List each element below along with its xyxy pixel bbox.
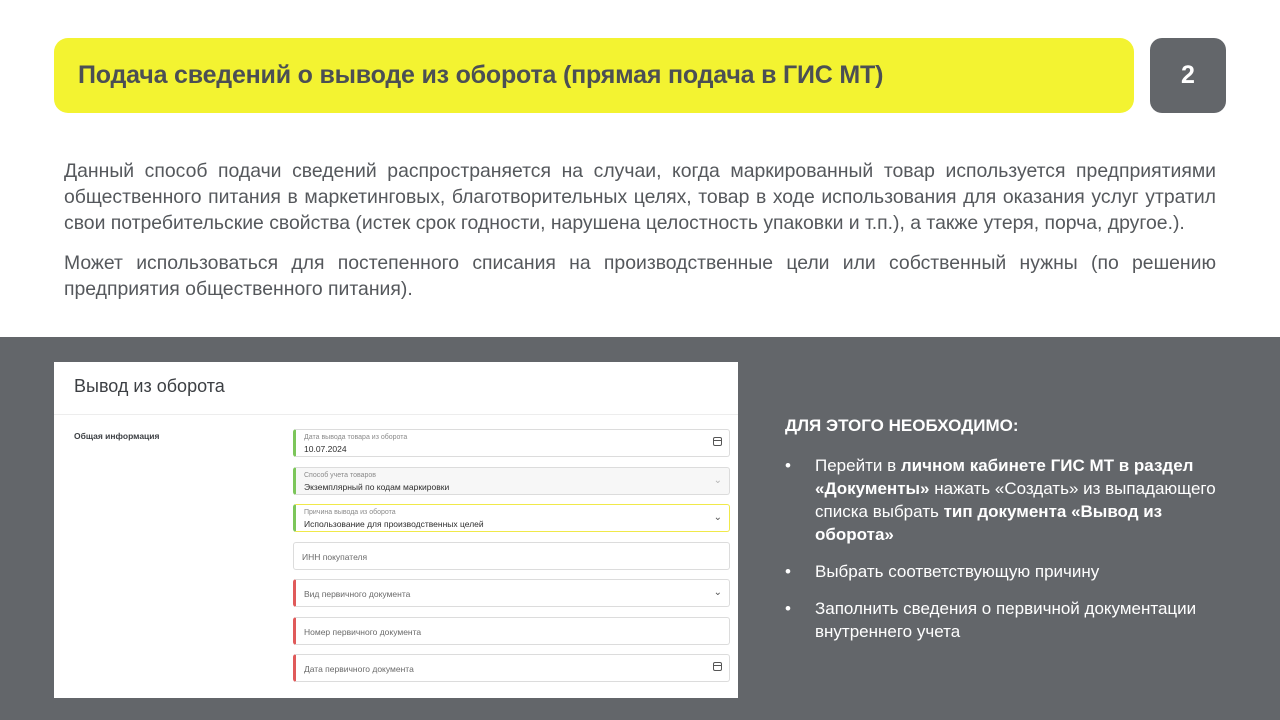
requirement-item: [785, 597, 1225, 643]
primary-doc-date-field[interactable]: [293, 654, 730, 682]
slide-title: Подача сведений о выводе из оборота (прямая подача в ГИС МТ): [78, 61, 884, 89]
requirement-item: [785, 454, 1225, 546]
page-number: 2: [1150, 38, 1226, 113]
intro-paragraph-1: Данный способ подачи сведений распространяется на случаи, когда маркированный товар используется предприятиями общественного питания в маркетинговых, благотворительных целях, товар в ходе использования для оказания услуг утратил свои потребительские свойства (истек срок годности, нарушена целостность упаковки и т.п.), а также утеря, порча, другое.).: [64, 160, 1216, 234]
withdrawal-reason-label: Причина вывода из оборота: [304, 509, 396, 516]
requirement-text: Выбрать соответствующую причину: [815, 562, 1100, 581]
withdrawal-date-value: 10.07.2024: [304, 444, 347, 454]
chevron-down-icon[interactable]: ⌄: [713, 587, 722, 598]
primary-doc-type-select[interactable]: [293, 579, 730, 607]
buyer-inn-placeholder: ИНН покупателя: [302, 552, 368, 562]
calendar-icon[interactable]: [713, 662, 722, 675]
section-label-general-info: Общая информация: [74, 431, 160, 441]
primary-doc-number-placeholder: Номер первичного документа: [304, 627, 422, 637]
accounting-method-select[interactable]: [293, 467, 730, 495]
accounting-method-label: Способ учета товаров: [304, 472, 376, 479]
form-divider: [54, 414, 738, 415]
form-screenshot: [54, 362, 738, 698]
form-title: Вывод из оборота: [74, 376, 225, 396]
withdrawal-reason-select[interactable]: [293, 504, 730, 532]
primary-doc-number-input[interactable]: [293, 617, 730, 645]
slide-title-bar: [54, 38, 1134, 113]
primary-doc-type-placeholder: Вид первичного документа: [304, 589, 411, 599]
intro-text: [64, 158, 1216, 302]
requirement-text: Заполнить сведения о первичной документации внутреннего учета: [815, 599, 1197, 641]
chevron-down-icon[interactable]: ⌄: [713, 475, 722, 486]
requirement-text: нажать «Создать» из выпадающего списка выбрать: [815, 479, 1216, 521]
chevron-down-icon[interactable]: ⌄: [713, 512, 722, 523]
withdrawal-date-label: Дата вывода товара из оборота: [304, 434, 408, 441]
intro-paragraph-2: Может использоваться для постепенного списания на производственные цели или собственный нужны (по решению предприятия общественного питания).: [64, 252, 1216, 300]
requirement-bold-text: тип документа «Вывод из оборота»: [815, 502, 1163, 544]
requirement-bold-text: личном кабинете ГИС МТ в раздел «Документы»: [815, 456, 1194, 498]
bullet: •: [785, 456, 791, 475]
requirements-list: [785, 454, 1225, 657]
requirements-heading: ДЛЯ ЭТОГО НЕОБХОДИМО:: [785, 416, 1019, 435]
calendar-icon[interactable]: [713, 437, 722, 450]
requirement-text: Перейти в: [815, 456, 901, 475]
bullet: •: [785, 562, 791, 581]
requirement-item: [785, 560, 1225, 583]
primary-doc-date-placeholder: Дата первичного документа: [304, 664, 414, 674]
bullet: •: [785, 599, 791, 618]
withdrawal-date-field[interactable]: [293, 429, 730, 457]
buyer-inn-input[interactable]: [293, 542, 730, 570]
accounting-method-value: Экземплярный по кодам маркировки: [304, 482, 450, 492]
withdrawal-reason-value: Использование для производственных целей: [304, 519, 484, 529]
